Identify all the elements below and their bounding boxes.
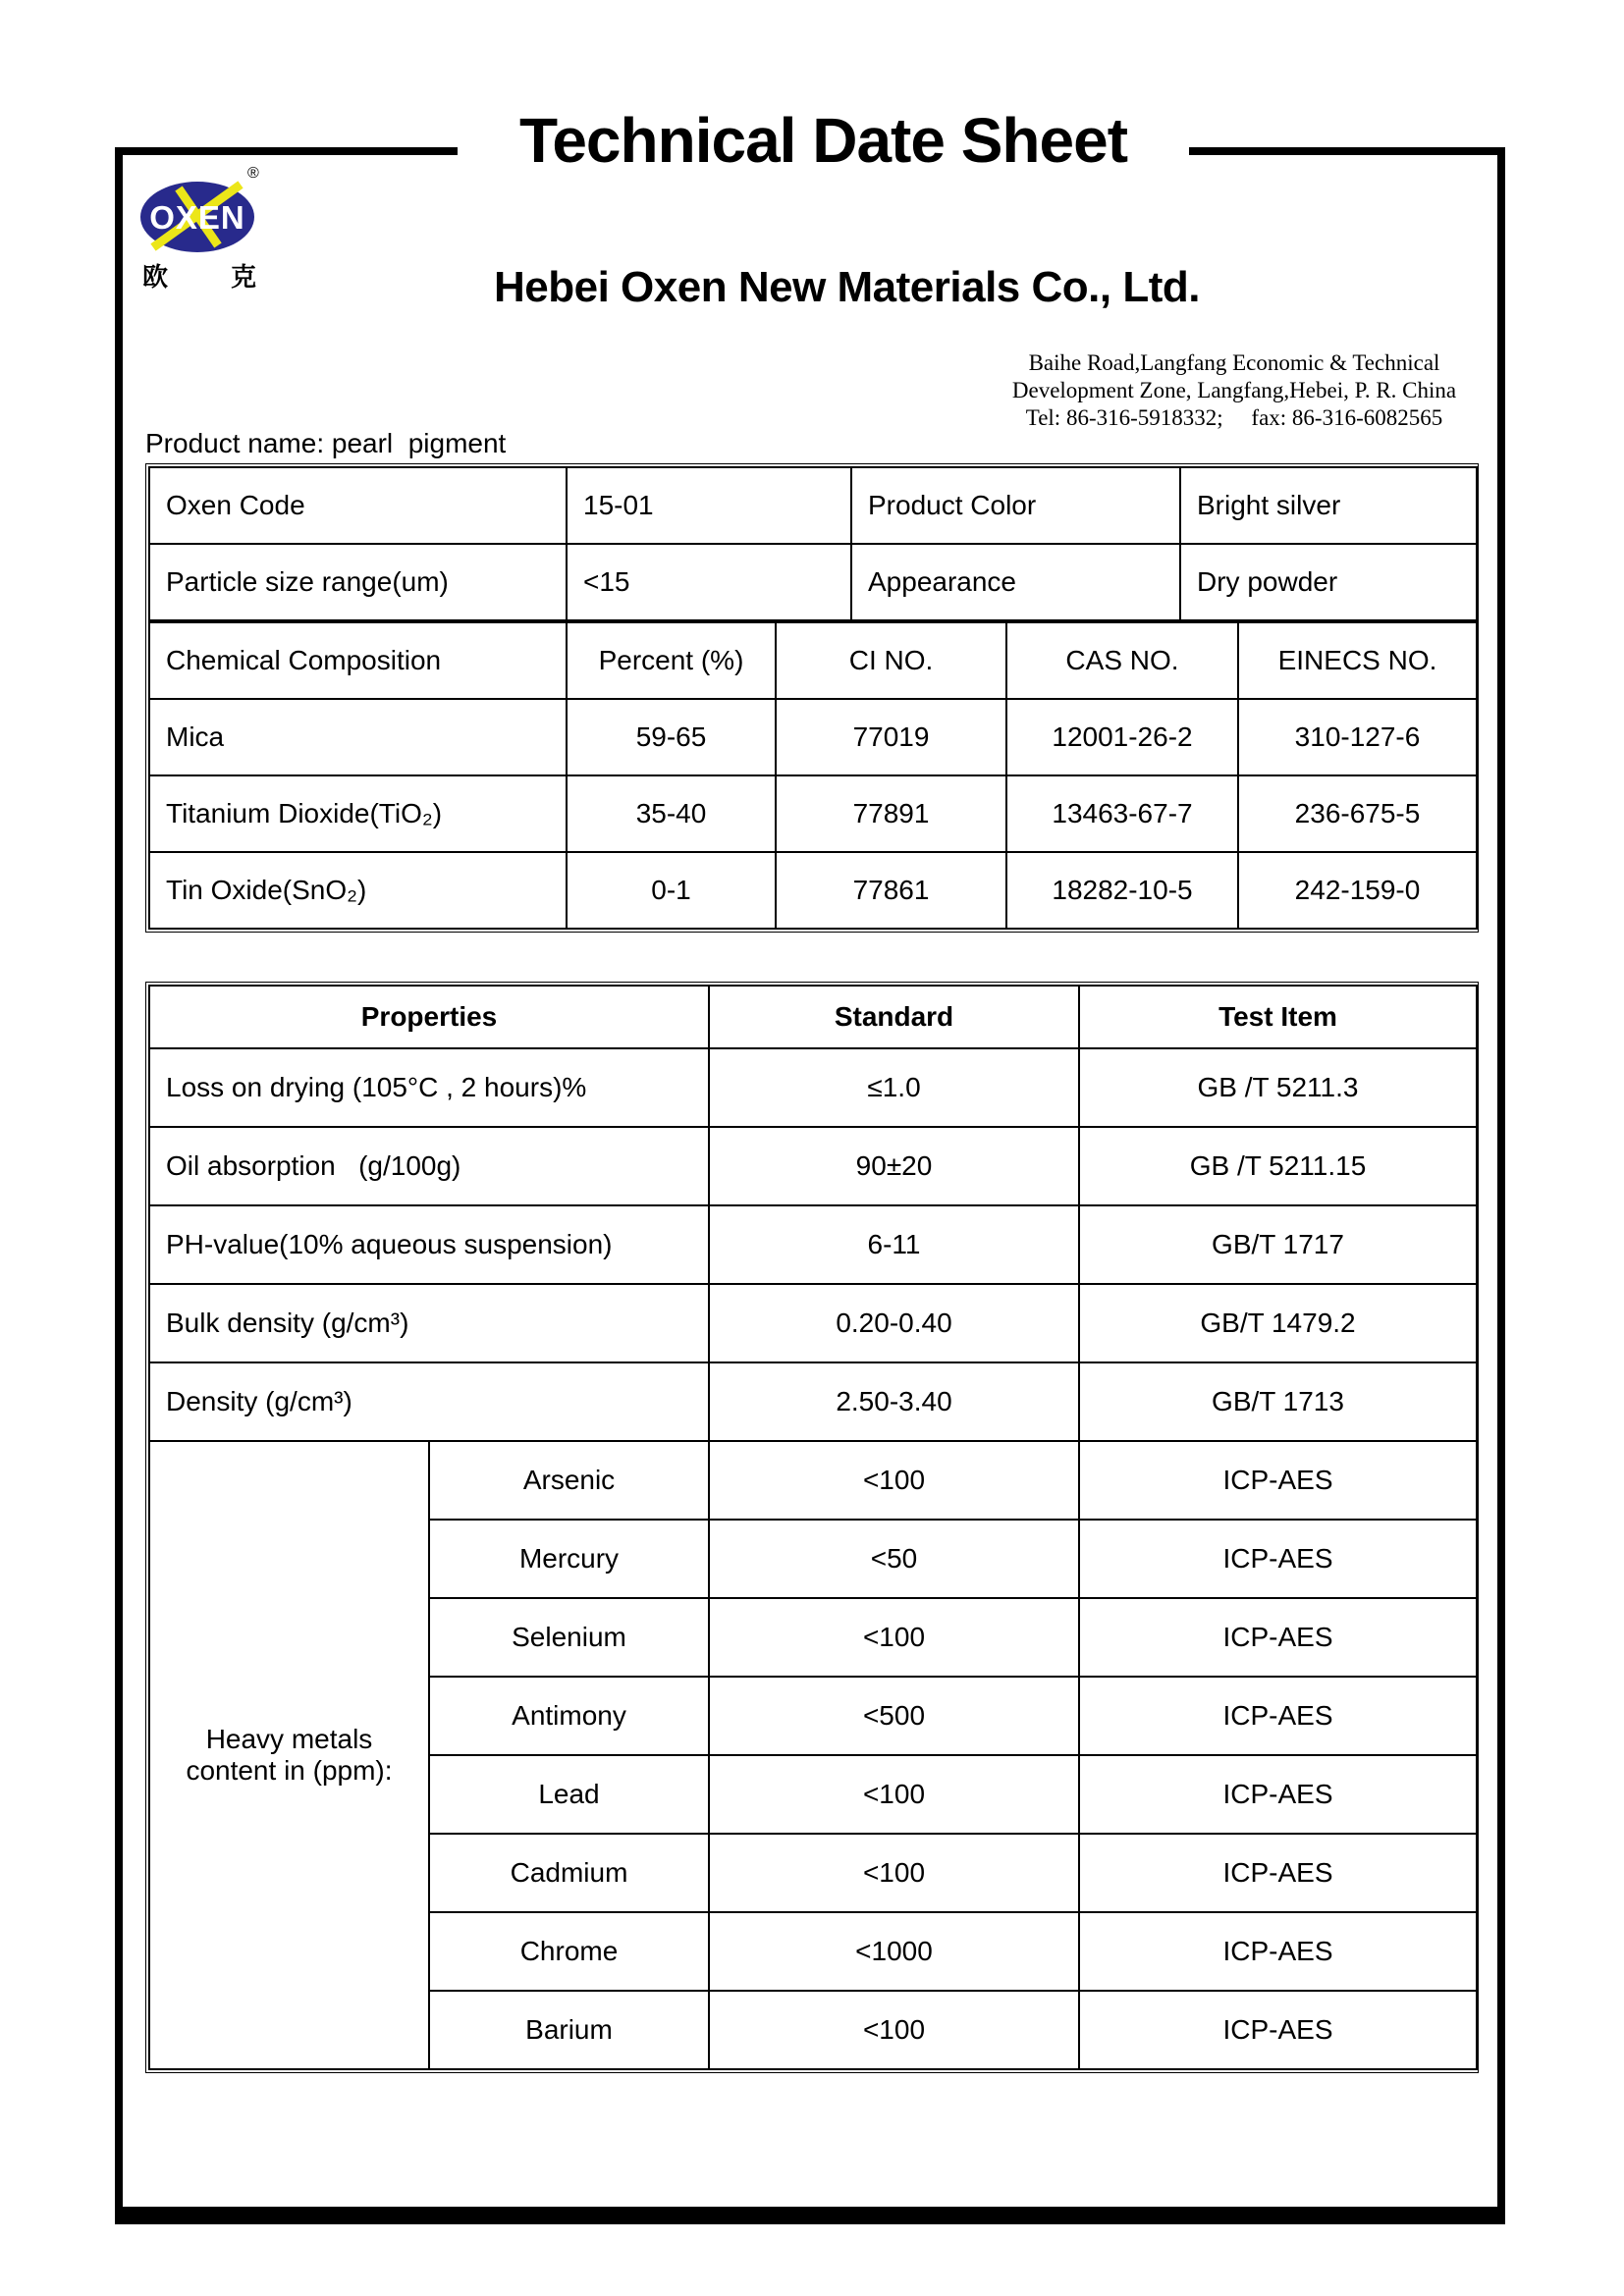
test-item-cell: GB /T 5211.15 [1079, 1127, 1477, 1205]
standard-cell: <100 [709, 1991, 1079, 2069]
oxen-code-value-cell: 15-01 [567, 467, 851, 544]
percent-cell: 0-1 [567, 852, 776, 929]
product-color-label-cell: Product Color [851, 467, 1180, 544]
heavy-metal-row [149, 1441, 1477, 1520]
test-item-cell: ICP-AES [1079, 1677, 1477, 1755]
cas-no-cell: 12001-26-2 [1006, 699, 1238, 775]
oxen-code-label-cell: Oxen Code [149, 467, 567, 544]
heavy-metals-label-cell: Heavy metals content in (ppm): [149, 1441, 429, 2069]
address-line-3: Tel: 86-316-5918332; fax: 86-316-6082565 [1025, 405, 1443, 430]
address-line-1: Baihe Road,Langfang Economic & Technical [1028, 350, 1440, 375]
chemical-name-cell: Titanium Dioxide(TiO₂) [149, 775, 567, 852]
test-item-cell: ICP-AES [1079, 1991, 1477, 2069]
metal-name-cell: Mercury [429, 1520, 709, 1598]
logo-text: OXEN [149, 199, 245, 236]
spec-table [145, 463, 1479, 933]
percent-cell: 35-40 [567, 775, 776, 852]
registered-trademark-icon: ® [247, 165, 259, 182]
properties-header-cell: Properties [149, 986, 709, 1048]
composition-row [149, 775, 1477, 852]
logo-cn-char-1: 欧 [142, 262, 169, 292]
standard-cell: <50 [709, 1520, 1079, 1598]
particle-size-label-cell: Particle size range(um) [149, 544, 567, 620]
product-color-value-cell: Bright silver [1180, 467, 1477, 544]
property-row [149, 1205, 1477, 1284]
einecs-no-cell: 236-675-5 [1238, 775, 1477, 852]
test-item-header-cell: Test Item [1079, 986, 1477, 1048]
oxen-logo [139, 181, 257, 253]
table-row [149, 467, 1477, 544]
property-name-cell: Density (g/cm³) [149, 1362, 709, 1441]
chemical-name-cell: Mica [149, 699, 567, 775]
standard-cell: <500 [709, 1677, 1079, 1755]
appearance-label-cell: Appearance [851, 544, 1180, 620]
standard-cell: <1000 [709, 1912, 1079, 1991]
test-item-cell: ICP-AES [1079, 1755, 1477, 1834]
test-item-cell: GB/T 1479.2 [1079, 1284, 1477, 1362]
test-item-cell: ICP-AES [1079, 1834, 1477, 1912]
ci-no-cell: 77861 [776, 852, 1006, 929]
standard-cell: <100 [709, 1598, 1079, 1677]
percent-cell: 59-65 [567, 699, 776, 775]
standard-cell: 90±20 [709, 1127, 1079, 1205]
company-name: Hebei Oxen New Materials Co., Ltd. [494, 263, 1200, 311]
logo-cn-char-2: 克 [231, 262, 257, 292]
property-name-cell: Oil absorption (g/100g) [149, 1127, 709, 1205]
einecs-no-header-cell: EINECS NO. [1238, 622, 1477, 699]
property-row [149, 1127, 1477, 1205]
percent-header-cell: Percent (%) [567, 622, 776, 699]
oxen-logo-graphic [139, 181, 257, 253]
appearance-value-cell: Dry powder [1180, 544, 1477, 620]
page-title: Technical Date Sheet [518, 105, 1128, 176]
logo-chinese-name [142, 257, 256, 294]
product-name-line [145, 428, 506, 459]
chemical-name-cell: Tin Oxide(SnO₂) [149, 852, 567, 929]
cas-no-header-cell: CAS NO. [1006, 622, 1238, 699]
composition-header-row [149, 622, 1477, 699]
test-item-cell: ICP-AES [1079, 1912, 1477, 1991]
properties-header-row [149, 986, 1477, 1048]
ci-no-cell: 77019 [776, 699, 1006, 775]
einecs-no-cell: 242-159-0 [1238, 852, 1477, 929]
property-row [149, 1362, 1477, 1441]
test-item-cell: GB /T 5211.3 [1079, 1048, 1477, 1127]
composition-table [148, 621, 1478, 930]
property-row [149, 1048, 1477, 1127]
metal-name-cell: Chrome [429, 1912, 709, 1991]
property-row [149, 1284, 1477, 1362]
standard-header-cell: Standard [709, 986, 1079, 1048]
standard-cell: ≤1.0 [709, 1048, 1079, 1127]
metal-name-cell: Cadmium [429, 1834, 709, 1912]
ci-no-header-cell: CI NO. [776, 622, 1006, 699]
standard-cell: <100 [709, 1755, 1079, 1834]
einecs-no-cell: 310-127-6 [1238, 699, 1477, 775]
metal-name-cell: Selenium [429, 1598, 709, 1677]
test-item-cell: ICP-AES [1079, 1598, 1477, 1677]
product-name-label: Product name: [145, 428, 325, 458]
company-address [982, 349, 1487, 432]
test-item-cell: GB/T 1717 [1079, 1205, 1477, 1284]
table-row [149, 544, 1477, 620]
standard-cell: 6-11 [709, 1205, 1079, 1284]
standard-cell: <100 [709, 1834, 1079, 1912]
general-info-table [148, 466, 1478, 621]
chemical-composition-header-cell: Chemical Composition [149, 622, 567, 699]
properties-table [145, 982, 1479, 2073]
test-item-cell: ICP-AES [1079, 1520, 1477, 1598]
property-name-cell: Loss on drying (105°C , 2 hours)% [149, 1048, 709, 1127]
property-name-cell: PH-value(10% aqueous suspension) [149, 1205, 709, 1284]
address-line-2: Development Zone, Langfang,Hebei, P. R. China [1011, 378, 1457, 402]
metal-name-cell: Lead [429, 1755, 709, 1834]
particle-size-value-cell: <15 [567, 544, 851, 620]
property-name-cell: Bulk density (g/cm³) [149, 1284, 709, 1362]
ci-no-cell: 77891 [776, 775, 1006, 852]
standard-cell: 0.20-0.40 [709, 1284, 1079, 1362]
cas-no-cell: 18282-10-5 [1006, 852, 1238, 929]
cas-no-cell: 13463-67-7 [1006, 775, 1238, 852]
metal-name-cell: Antimony [429, 1677, 709, 1755]
standard-cell: <100 [709, 1441, 1079, 1520]
metal-name-cell: Barium [429, 1991, 709, 2069]
test-item-cell: GB/T 1713 [1079, 1362, 1477, 1441]
standard-cell: 2.50-3.40 [709, 1362, 1079, 1441]
test-item-cell: ICP-AES [1079, 1441, 1477, 1520]
composition-row [149, 699, 1477, 775]
composition-row [149, 852, 1477, 929]
product-name-value: pearl pigment [331, 428, 507, 458]
properties-table-grid [148, 985, 1478, 2070]
metal-name-cell: Arsenic [429, 1441, 709, 1520]
